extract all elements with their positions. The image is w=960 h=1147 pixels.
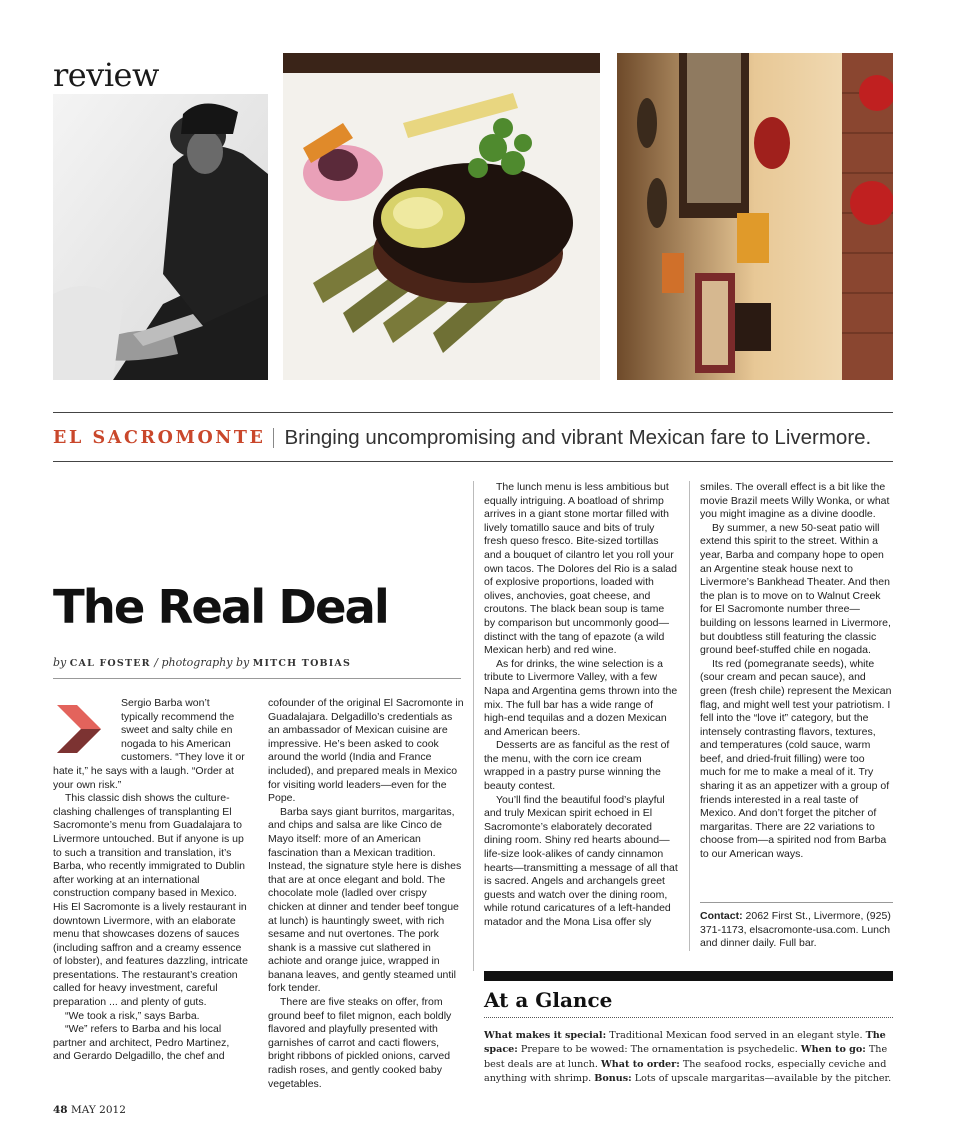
contact-text: 2062 First St., Livermore, (925) 371-1173, elsacromonte-usa.com. Lunch and dinner daily. Full bar. (700, 910, 891, 950)
glance-rule (484, 1017, 893, 1018)
paragraph: smiles. The overall effect is a bit like the movie Brazil meets Willy Wonka, or what you might imagine as a divine doodle. (700, 481, 890, 521)
paragraph: This classic dish shows the culture-clashing challenges of transplanting El Sacromonte’s menu from Guadalajara to Livermore untouched. But if anyone is up to such a transition and translation, it’s Barba, who recently immigrated to Dublin after working at an international construction company based in Mexico. His El Sacromonte is a lively restaurant in downtown Livermore, with an elaborate menu that showcases dozens of sauces (including saffron and a creamy essence of lobster), and features dazzling, intricate presentations. The restaurant’s creation called for heavy investment, careful preparation ... and plenty of guts. (53, 792, 248, 1009)
paragraph: “We” refers to Barba and his local partner and architect, Pedro Martinez, and Gerardo Delgadillo, the chef and (53, 1023, 230, 1063)
glance-text: The best deals are at lunch. (484, 1044, 888, 1070)
glance-text: Traditional Mexican food served in an elegant style. (609, 1030, 863, 1041)
byline-author: CAL FOSTER (69, 658, 151, 669)
chevron-drop-mark-icon (53, 697, 111, 757)
glance-label: What to order: (600, 1058, 680, 1070)
chef-photo (53, 94, 268, 380)
paragraph: Sergio Barba won’t typically recommend the sweet and salty chile en nogada to his American customers. “They love it or hate it,” he says with a laugh. “Order at your own risk.” (53, 697, 245, 791)
paragraph: cofounder of the original El Sacromonte in Guadalajara. Delgadillo’s credentials as an ambassador of Mexican cuisine are impressive. He’s been asked to cook around the world (India and France included), and prepared meals in Mexico for visiting world leaders—even for the Pope. (268, 697, 464, 805)
column-divider (473, 481, 474, 971)
article-column-2 (268, 697, 464, 1091)
glance-bar (484, 971, 893, 981)
contact-info (700, 910, 893, 951)
paragraph: By summer, a new 50-seat patio will extend this spirit to the street. Within a year, Barba and company hope to open an Argentine steak house next to Livermore’s Bankhead Theater. And then the plan is to move on to Walnut Creek for El Sacromonte number three—building on lessons learned in Livermore, but doubtless still featuring the classic ground beef-stuffed chile en nogada. (700, 521, 891, 657)
headline-rule-top (53, 412, 893, 413)
column-divider (689, 481, 690, 951)
byline-photographer: MITCH TOBIAS (252, 658, 352, 669)
byline-by: by (53, 656, 67, 669)
glance-label: When to go: (800, 1044, 866, 1056)
byline (53, 656, 351, 669)
byline-photo-prefix: / photography by (154, 656, 250, 669)
article-column-1 (53, 697, 249, 1064)
contact-rule (700, 902, 893, 903)
headline-rule-bottom (53, 461, 893, 462)
headline-bar (53, 424, 871, 452)
headline-divider (273, 428, 274, 448)
glance-text: Prepare to be wowed: The ornamentation is psychedelic. (520, 1044, 798, 1056)
article-column-4 (700, 481, 893, 862)
glance-body (484, 1029, 893, 1087)
restaurant-name: EL SACROMONTE (53, 428, 266, 448)
glance-text: The seafood rocks, especially ceviche and anything with shrimp. (484, 1058, 887, 1085)
glance-title: At a Glance (484, 988, 613, 1012)
page-number: 48 (53, 1104, 68, 1116)
glance-label: The space: (484, 1030, 886, 1056)
paragraph: There are five steaks on offer, from ground beef to filet mignon, each boldly flavored and playfully presented with garnishes of carrot and cacti flowers, bright ribbons of pickled onions, carved radish roses, and gently cooked baby vegetables. (268, 996, 452, 1090)
tagline: Bringing uncompromising and vibrant Mexican fare to Livermore. (284, 426, 872, 449)
paragraph: Barba says giant burritos, margaritas, and chips and salsa are like Cinco de Mayo itself: more of an American fascination than a Mexican tradition. Instead, the signature style here is dishes that are at once elegant and bold. The chocolate mole (ladled over crispy chicken at dinner and tender beef tongue at lunch) is hauntingly sweet, with rich sesame and nut overtones. The pork shank is a massive cut slathered in achiote and orange juice, wrapped in banana leaves, and gently steamed until fork tender. (268, 805, 462, 995)
paragraph: “We took a risk,” says Barba. (65, 1009, 200, 1022)
glance-label: Bonus: (594, 1073, 632, 1085)
dish-photo (283, 53, 600, 380)
paragraph: Its red (pomegranate seeds), white (sour cream and pecan sauce), and green (fresh chile) represent the Mexican flag, and might well test your patriotism. I fell into the “love it” category, but the intensely contrasting flavors, textures, and temperatures (cold sauce, warm beef, and dried-fruit filling) were too much for me to make a meal of it. Try sharing it as an appetizer with a group of friends interested in a real taste of Mexico. And don’t forget the pitcher of margaritas. There are 22 variations to choose from—a spirited nod from Barba to our American ways. (700, 657, 892, 861)
page-folio (53, 1104, 126, 1116)
article-column-3 (484, 481, 678, 930)
article-title: The Real Deal (53, 580, 388, 634)
issue-date: MAY 2012 (70, 1104, 126, 1116)
contact-label: Contact: (700, 910, 743, 922)
paragraph: As for drinks, the wine selection is a tribute to Livermore Valley, with a few Napa and Argentina gems thrown into the mix. The full bar has a wide range of high-end tequilas and a dozen Mexican and American beers. (484, 657, 678, 738)
section-label: review (53, 56, 159, 94)
glance-label: What makes it special: (484, 1030, 607, 1041)
byline-rule (53, 678, 461, 679)
paragraph: Desserts are as fanciful as the rest of the menu, with the corn ice cream wrapped in a pastry purse winning the beauty contest. (484, 739, 670, 793)
paragraph: The lunch menu is less ambitious but equally intriguing. A boatload of shrimp arrives in a giant stone mortar filled with lively tomatillo sauce and bits of truly fresh queso fresco. Bite-sized tortillas and a bouquet of cilantro let you roll your own tacos. The Dolores del Rio is a salad of explosive proportions, loaded with olives, anchovies, goat cheese, and croutons. The black bean soup is tame by comparison but uncommonly good—distinct with the tang of epazote (a wild Mexican herb) and red wine. (484, 481, 677, 657)
glance-text: Lots of upscale margaritas—available by the pitcher. (634, 1073, 892, 1085)
paragraph: You’ll find the beautiful food’s playful and truly Mexican spirit echoed in El Sacromonte’s elaborately decorated dining room. Shiny red hearts abound—life-size look-alikes of candy cinnamon hearts—transmitting a message of all that is sacred. Angels and archangels greet guests and watch over the dining room, while rotund caricatures of a left-handed matador and the Mona Lisa offer sly (484, 793, 678, 928)
wall-decor-photo (617, 53, 893, 380)
